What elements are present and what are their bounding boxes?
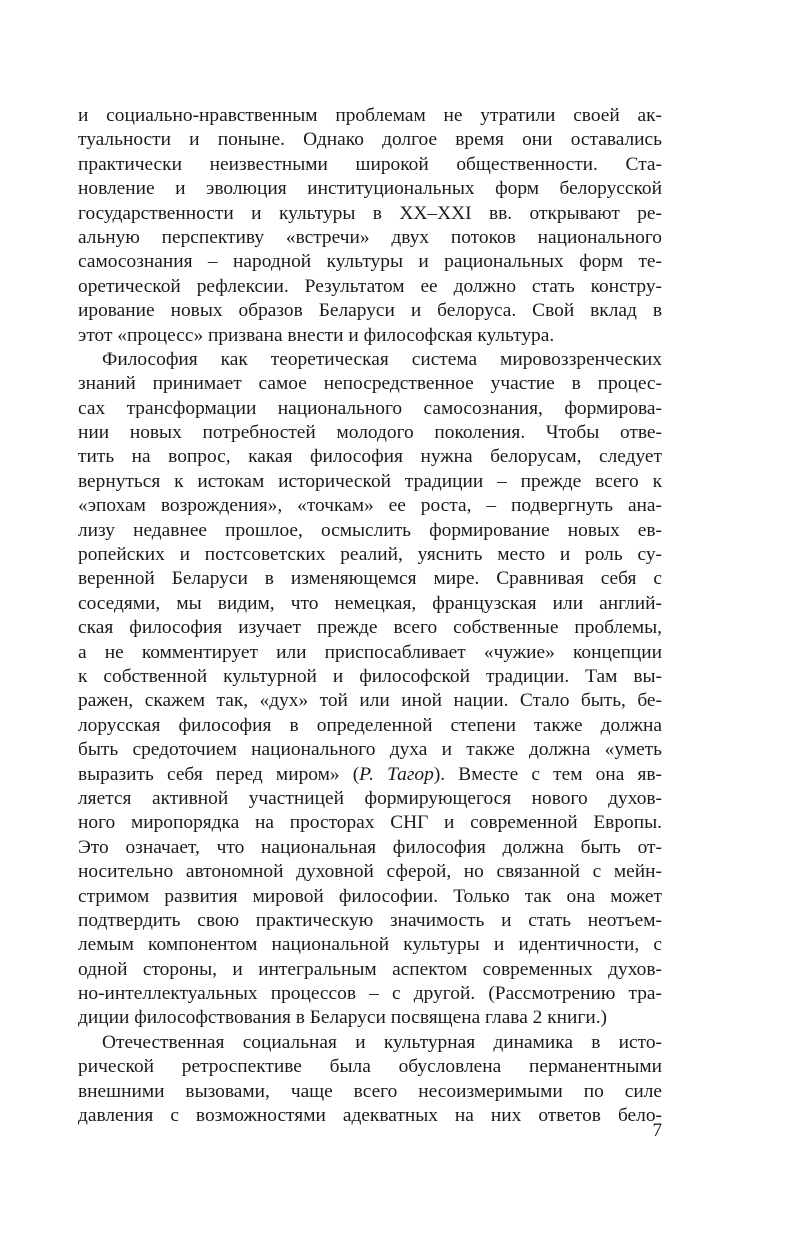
text-line: тить на вопрос, какая философия нужна белорусам, следует: [78, 446, 662, 468]
text-line: лорусская философия в определенной степени также должна: [78, 714, 662, 736]
text-line: ская философия изучает прежде всего собственные проблемы,: [78, 617, 662, 639]
text-line: новление и эволюция институциональных форм белорусской: [78, 178, 662, 200]
text-fragment: ). Вместе с тем она яв-: [433, 763, 662, 785]
text-line: лемым компонентом национальной культуры и идентичности, с: [78, 934, 662, 956]
text-line: ропейских и постсоветских реалий, уяснить место и роль су-: [78, 544, 662, 566]
text-line: сах трансформации национального самосознания, формирова-: [78, 397, 662, 419]
page-number: 7: [652, 1120, 662, 1141]
text-line: нии новых потребностей молодого поколения. Чтобы отве-: [78, 422, 662, 444]
text-line: и социально-нравственным проблемам не утратили своей ак-: [78, 105, 662, 126]
text-line: но-интеллектуальных процессов – с другой. (Рассмотрению тра-: [78, 983, 662, 1005]
text-line: оретической рефлексии. Результатом ее должно стать констру-: [78, 275, 662, 297]
text-line: подтвердить свою практическую значимость и стать неотъем-: [78, 909, 662, 931]
text-line: Отечественная социальная и культурная динамика в исто-: [102, 1031, 662, 1053]
text-line: внешними вызовами, чаще всего несоизмеримыми по силе: [78, 1080, 662, 1102]
text-line: рической ретроспективе была обусловлена перманентными: [78, 1056, 662, 1078]
text-line: соседями, мы видим, что немецкая, французская или англий-: [78, 592, 662, 614]
text-line: давления с возможностями адекватных на них ответов бело-: [78, 1105, 662, 1127]
text-line: носительно автономной духовной сферой, но связанной с мейн-: [78, 861, 662, 883]
text-line: знаний принимает самое непосредственное участие в процес-: [78, 373, 662, 395]
text-line: Это означает, что национальная философия должна быть от-: [78, 836, 662, 858]
text-line: вернуться к истокам исторической традиции – прежде всего к: [78, 470, 662, 492]
text-line: государственности и культуры в XX–XXI вв. открывают ре-: [78, 202, 662, 224]
paragraph: [78, 1031, 662, 1129]
paragraph: [78, 104, 662, 348]
text-line: ного миропорядка на просторах СНГ и современной Европы.: [78, 812, 662, 834]
text-line: ирование новых образов Беларуси и белоруса. Свой вклад в: [78, 300, 662, 322]
text-line: быть средоточием национального духа и также должна «уметь: [78, 739, 662, 761]
text-fragment: выразить себя перед миром» (: [78, 763, 360, 785]
text-line: самосознания – народной культуры и рациональных форм те-: [78, 251, 662, 273]
text-line: ражен, скажем так, «дух» той или иной нации. Стало быть, бе-: [78, 690, 662, 712]
citation-author: Р. Тагор: [359, 763, 434, 785]
text-line: практически неизвестными широкой общественности. Ста-: [78, 153, 662, 175]
text-line: лизу недавнее прошлое, осмыслить формирование новых ев-: [78, 519, 662, 541]
text-line: а не комментирует или приспосабливает «чужие» концепции: [78, 641, 662, 663]
paragraph: [78, 348, 662, 1031]
text-line: к собственной культурной и философской традиции. Там вы-: [78, 665, 662, 687]
text-line: ляется активной участницей формирующегося нового духов-: [78, 787, 662, 809]
text-line: альную перспективу «встречи» двух потоков национального: [78, 226, 662, 248]
text-line: туальности и поныне. Однако долгое время они оставались: [78, 129, 662, 151]
text-line: «эпохам возрождения», «точкам» ее роста, – подвергнуть ана-: [78, 495, 662, 517]
text-line: стримом развития мировой философии. Только так она может: [78, 885, 662, 907]
text-line: диции философствования в Беларуси посвящена глава 2 книги.): [78, 1007, 608, 1029]
page-body: [78, 104, 662, 1128]
text-line: [78, 763, 662, 787]
text-line: этот «процесс» призвана внести и философская культура.: [78, 324, 555, 346]
text-line: Философия как теоретическая система мировоззренческих: [102, 348, 662, 370]
text-line: веренной Беларуси в изменяющемся мире. Сравнивая себя с: [78, 568, 662, 590]
text-line: одной стороны, и интегральным аспектом современных духов-: [78, 958, 662, 980]
